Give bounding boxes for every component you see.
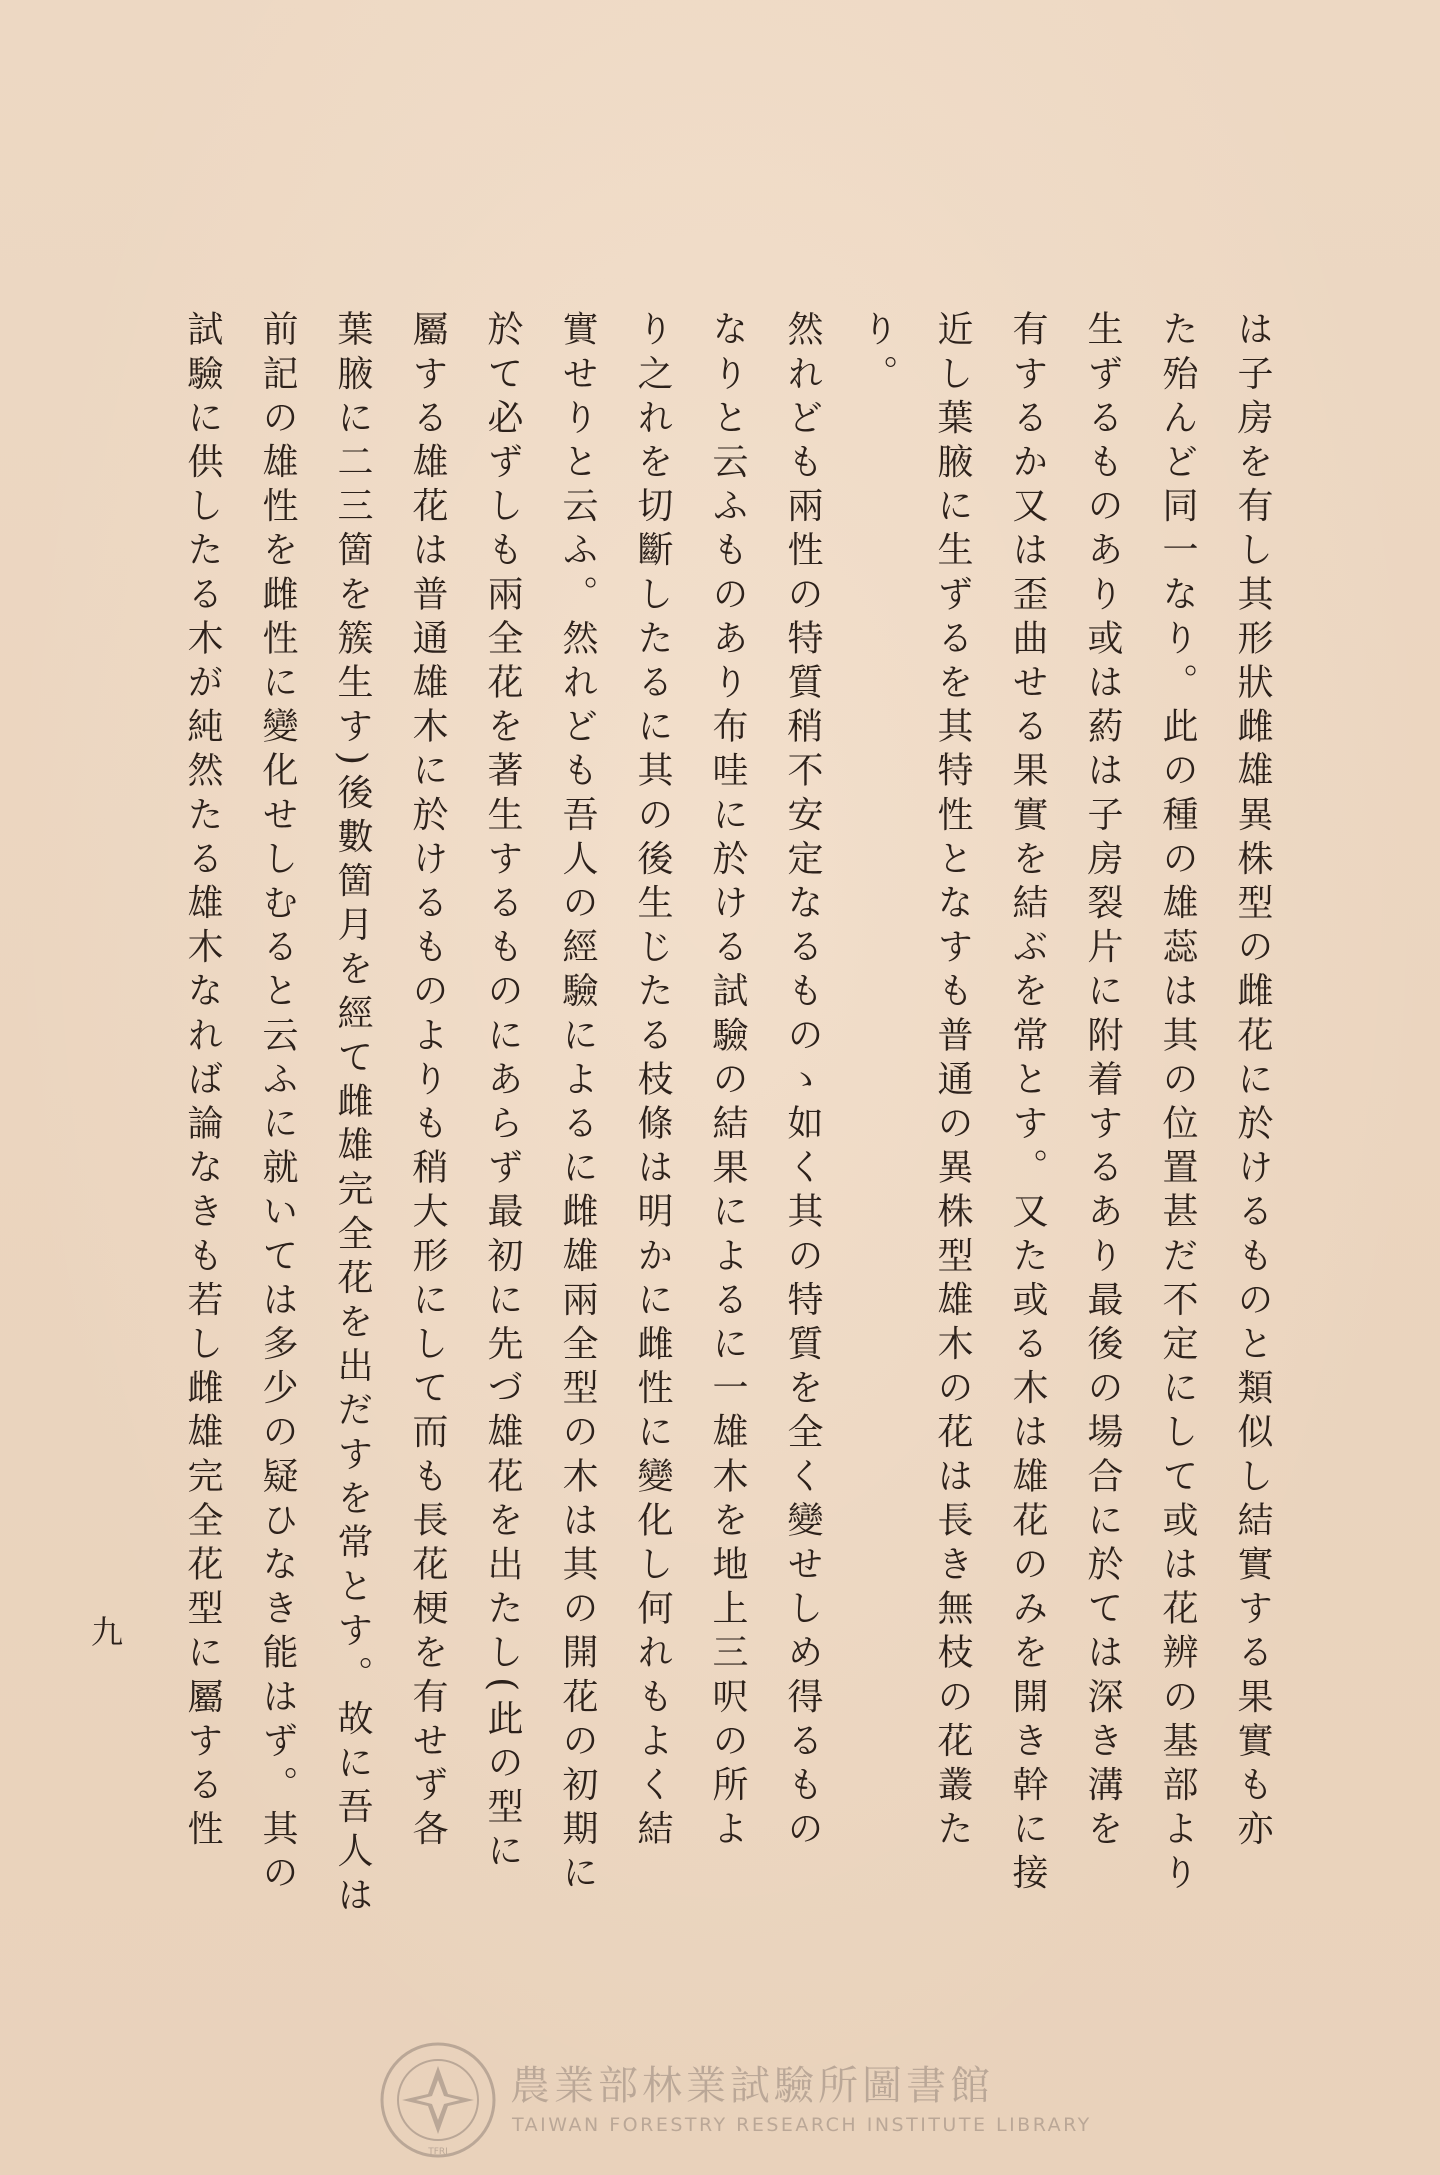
watermark-title: 農業部林業試驗所圖書館: [510, 2063, 994, 2109]
library-seal-icon: [378, 2040, 498, 2160]
page-number: 九: [86, 1615, 124, 1647]
text-column: 屬する雄花は普通雄木に於けるものよりも稍大形にして而も長花梗を有せず各: [407, 310, 448, 1854]
text-column: り。: [857, 310, 898, 399]
text-column: 試驗に供したる木が純然たる雄木なれば論なきも若し雌雄完全花型に屬する性: [182, 310, 223, 1854]
text-column: 實せりと云ふ。然れども吾人の經驗によるに雌雄兩全型の木は其の開花の初期に: [557, 310, 598, 1898]
text-column: 前記の雄性を雌性に變化せしむると云ふに就いては多少の疑ひなき能はず。其の: [257, 310, 298, 1898]
text-column: は子房を有し其形狀雌雄異株型の雌花に於けるものと類似し結實する果實も亦: [1232, 310, 1273, 1854]
text-column: り之れを切斷したるに其の後生じたる枝條は明かに雌性に變化し何れもよく結: [632, 310, 673, 1854]
text-column: た殆んど同一なり。此の種の雄蕊は其の位置甚だ不定にして或は花辨の基部より: [1157, 310, 1198, 1898]
text-column: 葉腋に二三箇を簇生す)後數箇月を經て雌雄完全花を出だすを常とす。故に吾人は: [332, 310, 373, 1920]
text-column: 於て必ずしも兩全花を著生するものにあらず最初に先づ雄花を出たし(此の型に: [482, 310, 523, 1876]
text-column: 近し葉腋に生ずるを其特性となすも普通の異株型雄木の花は長き無枝の花叢た: [932, 310, 973, 1854]
watermark-subtitle: TAIWAN FORESTRY RESEARCH INSTITUTE LIBRARY: [512, 2114, 1092, 2136]
seal-text: TFRI: [428, 2147, 448, 2157]
text-column: 然れども兩性の特質稍不安定なるものゝ如く其の特質を全く變せしめ得るもの: [782, 310, 823, 1854]
text-column: 有するか又は歪曲せる果實を結ぶを常とす。又た或る木は雄花のみを開き幹に接: [1007, 310, 1048, 1898]
text-column: 生ずるものあり或は葯は子房裂片に附着するあり最後の場合に於ては深き溝を: [1082, 310, 1123, 1854]
library-watermark: [378, 2040, 1098, 2160]
text-column: なりと云ふものあり布哇に於ける試驗の結果によるに一雄木を地上三呎の所よ: [707, 310, 748, 1854]
vertical-text-body: [165, 310, 1290, 2000]
